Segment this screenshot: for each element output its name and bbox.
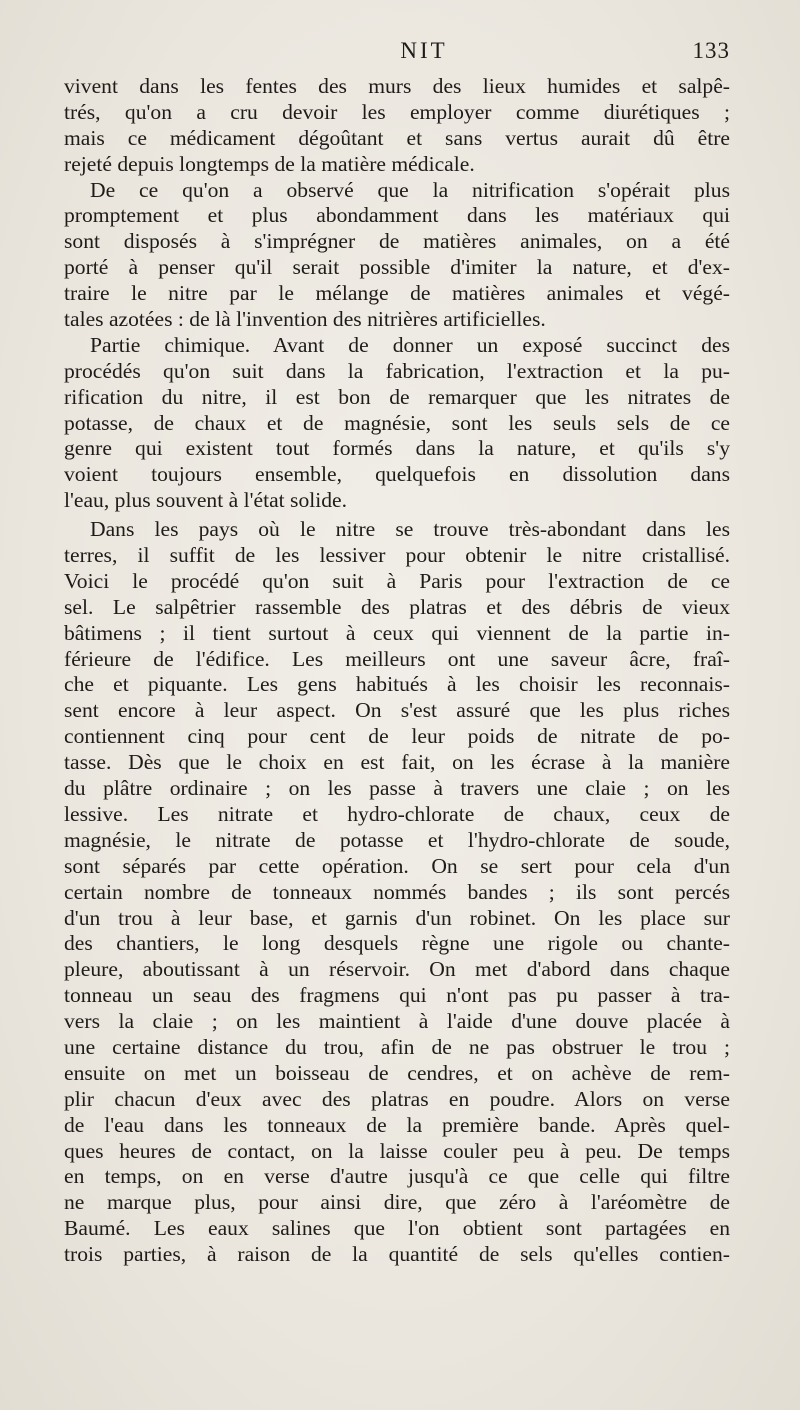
text-line: genre qui existent tout formés dans la nature, et qu'ils s'y <box>64 436 730 461</box>
text-line: traire le nitre par le mélange de matières animales et végé- <box>64 281 730 306</box>
text-line: sont séparés par cette opération. On se sert pour cela d'un <box>64 853 730 878</box>
text-line: trois parties, à raison de la quantité de sels qu'elles contien- <box>64 1242 730 1267</box>
text-line: pleure, aboutissant à un réservoir. On met d'abord dans chaque <box>64 957 730 982</box>
page-number: 133 <box>692 38 730 63</box>
text-line: promptement et plus abondamment dans les matériaux qui <box>64 203 730 228</box>
text-line: en temps, on en verse d'autre jusqu'à ce que celle qui filtre <box>64 1164 730 1189</box>
text-line: contiennent cinq pour cent de leur poids de nitrate de po- <box>64 724 730 749</box>
text-line: voient toujours ensemble, quelquefois en dissolution dans <box>64 462 730 487</box>
text-line: férieure de l'édifice. Les meilleurs ont une saveur âcre, fraî- <box>64 646 730 671</box>
text-line: Partie chimique. Avant de donner un exposé succinct des <box>90 332 730 357</box>
text-line: l'eau, plus souvent à l'état solide. <box>64 488 348 513</box>
text-line: Dans les pays où le nitre se trouve très-abondant dans les <box>90 517 730 542</box>
text-line: ensuite on met un boisseau de cendres, et on achève de rem- <box>64 1060 730 1085</box>
text-line: certain nombre de tonneaux nommés bandes ; ils sont percés <box>64 879 730 904</box>
text-line: procédés qu'on suit dans la fabrication, l'extraction et la pu- <box>64 358 730 383</box>
text-line: des chantiers, le long desquels règne une rigole ou chante- <box>64 931 730 956</box>
text-line: une certaine distance du trou, afin de ne pas obstruer le trou ; <box>64 1034 730 1059</box>
text-line: che et piquante. Les gens habitués à les choisir les reconnais- <box>64 672 730 697</box>
text-line: plir chacun d'eux avec des platras en poudre. Alors on verse <box>64 1086 730 1111</box>
text-line: d'un trou à leur base, et garnis d'un robinet. On les place sur <box>64 905 730 930</box>
text-line: rejeté depuis longtemps de la matière médicale. <box>64 151 475 176</box>
text-line: potasse, de chaux et de magnésie, sont les seuls sels de ce <box>64 410 730 435</box>
body-text <box>64 74 730 1268</box>
text-line: vers la claie ; on les maintient à l'aide d'une douve placée à <box>64 1009 730 1034</box>
text-line: ques heures de contact, on la laisse couler peu à peu. De temps <box>64 1138 730 1163</box>
text-line: de l'eau dans les tonneaux de la première bande. Après quel- <box>64 1112 730 1137</box>
text-line: rification du nitre, il est bon de remarquer que les nitrates de <box>64 384 730 409</box>
text-line: trés, qu'on a cru devoir les employer comme diurétiques ; <box>64 99 730 124</box>
text-line: porté à penser qu'il serait possible d'imiter la nature, et d'ex- <box>64 255 730 280</box>
text-line: Baumé. Les eaux salines que l'on obtient sont partagées en <box>64 1216 730 1241</box>
text-line: De ce qu'on a observé que la nitrification s'opérait plus <box>90 177 730 202</box>
text-line: sel. Le salpêtrier rassemble des platras et des débris de vieux <box>64 594 730 619</box>
text-line: sont disposés à s'imprégner de matières animales, on a été <box>64 229 730 254</box>
text-line: tales azotées : de là l'invention des nitrières artificielles. <box>64 307 546 332</box>
text-line: tonneau un seau des fragmens qui n'ont pas pu passer à tra- <box>64 983 730 1008</box>
text-line: lessive. Les nitrate et hydro-chlorate de chaux, ceux de <box>64 801 730 826</box>
text-line: vivent dans les fentes des murs des lieux humides et salpê- <box>64 74 730 98</box>
page-header <box>64 38 730 68</box>
text-line: magnésie, le nitrate de potasse et l'hydro-chlorate de soude, <box>64 827 730 852</box>
text-line: terres, il suffit de les lessiver pour obtenir le nitre cristallisé. <box>64 543 730 568</box>
text-line: du plâtre ordinaire ; on les passe à travers une claie ; on les <box>64 776 730 801</box>
running-head: NIT <box>400 38 448 63</box>
text-line: bâtimens ; il tient surtout à ceux qui viennent de la partie in- <box>64 620 730 645</box>
text-line: sent encore à leur aspect. On s'est assuré que les plus riches <box>64 698 730 723</box>
text-line: ne marque plus, pour ainsi dire, que zéro à l'aréomètre de <box>64 1190 730 1215</box>
text-line: Voici le procédé qu'on suit à Paris pour l'extraction de ce <box>64 568 730 593</box>
text-line: mais ce médicament dégoûtant et sans vertus aurait dû être <box>64 125 730 150</box>
text-line: tasse. Dès que le choix en est fait, on les écrase à la manière <box>64 750 730 775</box>
